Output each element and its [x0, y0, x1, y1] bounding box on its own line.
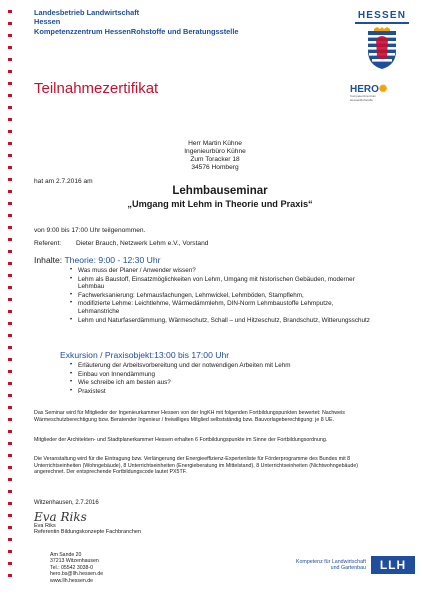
rail-dot: [8, 526, 12, 529]
rail-dot: [8, 190, 12, 193]
hessen-logo: [355, 10, 409, 71]
place-date: Witzenhausen, 2.7.2016: [34, 500, 99, 506]
address-street: Am Sande 20: [50, 552, 82, 558]
bullet-icon: •: [70, 291, 73, 298]
list-item: [70, 317, 370, 325]
llh-tagline-2: und Gartenbau: [330, 565, 366, 572]
rail-dot: [8, 154, 12, 157]
list-item: [70, 300, 370, 315]
rail-dot: [8, 58, 12, 61]
recipient-city: 34576 Homberg: [191, 164, 239, 171]
list-item: [70, 362, 370, 370]
rail-dot: [8, 10, 12, 13]
rail-dot: [8, 490, 12, 493]
handwritten-signature: Eva Riks: [34, 510, 87, 524]
bullet-icon: •: [70, 370, 73, 377]
paragraph-ingenieurkammer: Das Seminar wird für Mitglieder der Ingenieurkammer Hessen von der IngKH mit folgenden Fortbildungspunkten bewertet: Nachweis Wärmeschutzberechtigung bzw. Beratender Ingenieur / freiwilliges Mitglied selbstständig bzw. Bauvorlageberechtigung: je 8 UE.: [34, 410, 345, 423]
recipient-address: [150, 140, 280, 172]
rail-dot: [8, 70, 12, 73]
rail-dot: [8, 334, 12, 337]
rail-dot: [8, 226, 12, 229]
rail-dot: [8, 382, 12, 385]
referent-label: Referent:: [34, 240, 62, 247]
left-red-rail: [8, 10, 12, 590]
theorie-list: [70, 267, 370, 325]
bullet-icon: •: [70, 362, 73, 368]
rail-dot: [8, 466, 12, 469]
llh-mark: LLH: [371, 556, 415, 574]
rail-dot: [8, 358, 12, 361]
bullet-icon: •: [70, 387, 73, 394]
paragraph-architektenkammer: Mitglieder der Architekten- und Stadtplanerkammer Hessen erhalten 6 Fortbildungspunkte im Sinne der Fortbildungsordnung.: [34, 437, 328, 443]
theorie-item-text: modifizierte Lehme: Leichtlehme, Wärmedämmlehm, DIN-Norm Lehmbaustoffe Lehmputze, Lehmanstriche: [78, 300, 334, 315]
rail-dot: [8, 562, 12, 565]
rail-dot: [8, 262, 12, 265]
rail-dot: [8, 394, 12, 397]
seminar-title: Lehmbauseminar: [172, 185, 268, 197]
rail-dot: [8, 238, 12, 241]
exkursion-item-text: Einbau von Innendämmung: [78, 370, 156, 378]
theorie-item-text: Lehm und Naturfaserdämmung, Wärmeschutz, Schall – und Hitzeschutz, Brandschutz, Witterungsschutz: [78, 316, 370, 324]
organization-header: [34, 8, 294, 36]
rail-dot: [8, 250, 12, 253]
theorie-heading: Theorie: 9:00 - 12:30 Uhr: [64, 255, 161, 265]
exkursion-heading: Exkursion / Praxisobjekt:13:00 bis 17:00 Uhr: [60, 350, 230, 360]
rail-dot: [8, 94, 12, 97]
list-item: [70, 371, 370, 379]
signature-block: [34, 511, 141, 536]
rail-dot: [8, 574, 12, 577]
exkursion-list: [70, 362, 370, 396]
rail-dot: [8, 298, 12, 301]
exkursion-item-text: Wie schreibe ich am besten aus?: [78, 379, 171, 387]
seminar-heading: [40, 185, 400, 210]
org-line-2: Hessen: [34, 17, 61, 27]
list-item: [70, 276, 370, 291]
bullet-icon: •: [70, 379, 73, 386]
rail-dot: [8, 166, 12, 169]
footer-address: [50, 552, 103, 584]
bullet-icon: •: [70, 267, 73, 273]
inhalte-label: Inhalte:: [34, 255, 63, 265]
hero-sub-1: Kompetenzzentrum: [350, 94, 377, 98]
hessen-wordmark: HESSEN: [357, 10, 407, 21]
hero-sub-2: HessenRohstoffe: [350, 97, 373, 102]
signer-name: Eva Riks: [34, 523, 56, 529]
exkursion-item-text: Erläuterung der Arbeitsvorbereitung und der notwendigen Arbeiten mit Lehm: [78, 362, 291, 369]
rail-dot: [8, 346, 12, 349]
org-line-3: Kompetenzzentrum HessenRohstoffe und Beratungsstelle: [34, 26, 239, 36]
signer-role: Referentin Bildungskonzepte Fachbranchen: [34, 529, 142, 536]
llh-tagline: [286, 559, 366, 572]
recipient-company: Ingenieurbüro Kühne: [184, 148, 246, 155]
rail-dot: [8, 406, 12, 409]
rail-dot: [8, 178, 12, 181]
theorie-section-heading: [34, 255, 160, 265]
certificate-title: Teilnahmezertifikat: [34, 80, 159, 97]
paragraph-energieeffizienz: Die Veranstaltung wird für die Eintragung bzw. Verlängerung der Energieeffizienz-Expertenliste für Förderprogramme des Bundes mit 8 Unterrichtseinheiten (Wohngebäude), 8 Unterrichtseinheiten (Energieberatung im Mittelstand), 8 Unterrichtseinheiten (Nichtwohngebäude) angerechnet. Der entsprechende Fortbildungscode lautet PX5TF.: [34, 456, 359, 476]
list-item: [70, 267, 370, 275]
rail-dot: [8, 22, 12, 25]
address-phone: Tel.: 05542 3038-0: [50, 564, 93, 571]
rail-dot: [8, 538, 12, 541]
hero-word: HERO: [350, 84, 379, 95]
rail-dot: [8, 430, 12, 433]
hessen-lion-crest-icon: [364, 27, 400, 71]
hero-sun-icon: ✺: [378, 84, 388, 95]
address-website: www.llh.hessen.de: [50, 577, 93, 584]
rail-dot: [8, 46, 12, 49]
theorie-item-text: Lehm als Baustoff, Einsatzmöglichkeiten von Lehm, Umgang mit historischen Gebäuden, moderner Lehmbau: [78, 275, 355, 291]
rail-dot: [8, 202, 12, 205]
seminar-subtitle: „Umgang mit Lehm in Theorie und Praxis“: [127, 199, 313, 209]
referent-value: Dieter Brauch, Netzwerk Lehm e.V., Vorstand: [76, 240, 209, 247]
hero-logo: [350, 84, 416, 102]
theorie-item-text: Was muss der Planer / Anwender wissen?: [78, 267, 196, 274]
list-item: [70, 379, 370, 387]
rail-dot: [8, 286, 12, 289]
llh-tagline-1: Kompetenz für Landwirtschaft: [295, 559, 366, 565]
hessen-logo-bar: [355, 22, 409, 24]
exkursion-item-text: Praxistest: [78, 387, 106, 395]
rail-dot: [8, 214, 12, 217]
rail-dot: [8, 142, 12, 145]
rail-dot: [8, 310, 12, 313]
rail-dot: [8, 502, 12, 505]
recipient-street: Zum Toracker 18: [190, 156, 240, 163]
org-line-1: Landesbetrieb Landwirtschaft: [34, 8, 140, 17]
bullet-icon: •: [70, 275, 73, 282]
bullet-icon: •: [70, 316, 73, 323]
rail-dot: [8, 550, 12, 553]
time-line: von 9:00 bis 17:00 Uhr teilgenommen.: [34, 227, 146, 234]
recipient-name: Herr Martin Kühne: [188, 140, 242, 147]
rail-dot: [8, 34, 12, 37]
rail-dot: [8, 130, 12, 133]
rail-dot: [8, 82, 12, 85]
address-city: 37213 Witzenhausen: [50, 558, 99, 565]
rail-dot: [8, 442, 12, 445]
bullet-icon: •: [70, 300, 73, 307]
rail-dot: [8, 370, 12, 373]
date-line: hat am 2.7.2016 am: [34, 178, 93, 185]
list-item: [70, 388, 370, 396]
rail-dot: [8, 106, 12, 109]
rail-dot: [8, 514, 12, 517]
theorie-item-text: Fachwerksanierung: Lehmausfachungen, Lehmwickel, Lehmböden, Stampflehm,: [78, 291, 304, 299]
rail-dot: [8, 478, 12, 481]
rail-dot: [8, 118, 12, 121]
rail-dot: [8, 274, 12, 277]
address-email: hero.bs@llh.hessen.de: [50, 571, 104, 578]
rail-dot: [8, 418, 12, 421]
rail-dot: [8, 454, 12, 457]
list-item: [70, 292, 370, 300]
rail-dot: [8, 322, 12, 325]
